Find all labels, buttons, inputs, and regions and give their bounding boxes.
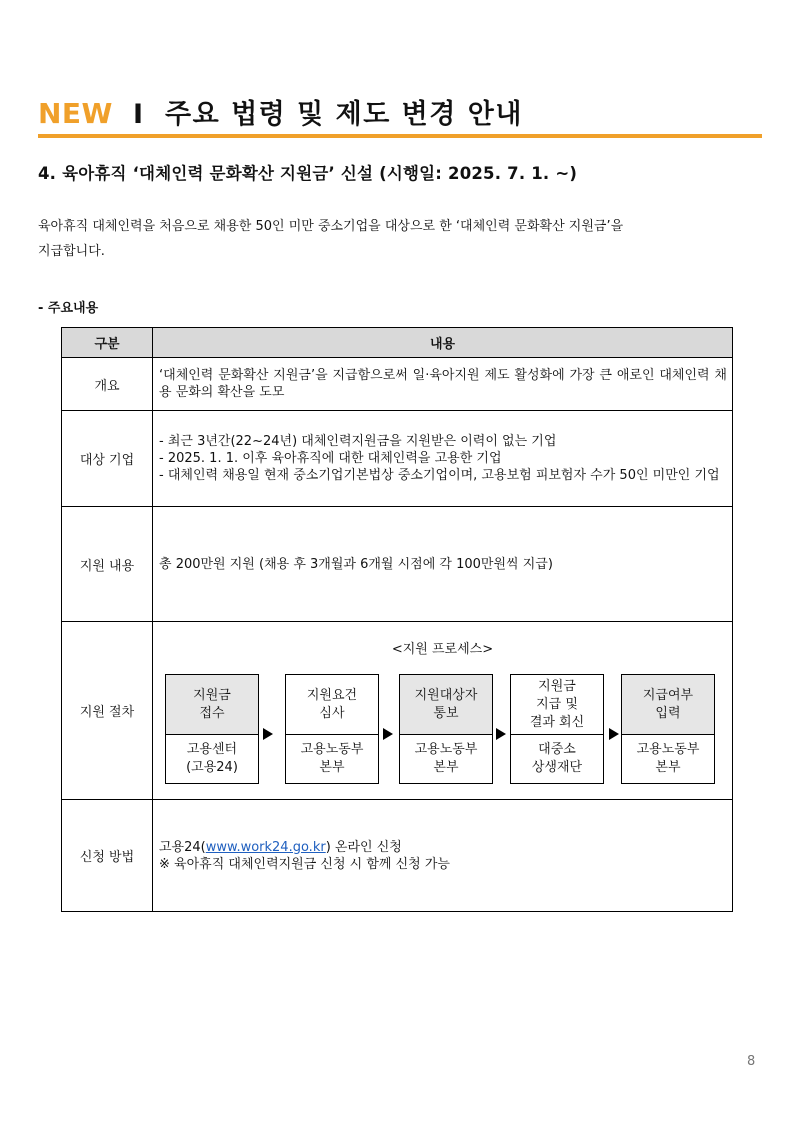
column-header-category: 구분	[62, 328, 153, 358]
header-separator: I	[132, 99, 143, 130]
row-content	[153, 411, 733, 507]
page-title: 주요 법령 및 제도 변경 안내	[165, 99, 523, 130]
table-row-overview	[62, 358, 733, 411]
arrow-right-icon	[383, 728, 393, 740]
row-content: 총 200만원 지원 (채용 후 3개월과 6개월 시점에 각 100만원씩 지급)	[153, 507, 733, 622]
header-rule	[38, 134, 762, 138]
apply-line	[159, 839, 727, 856]
table-row-procedure	[62, 622, 733, 800]
arrow-right-icon	[609, 728, 619, 740]
row-content	[153, 800, 733, 912]
table-row-target	[62, 411, 733, 507]
step-name: 지급여부 입력	[622, 675, 714, 735]
content-table	[61, 327, 733, 912]
list-item: - 2025. 1. 1. 이후 육아휴직에 대한 대체인력을 고용한 기업	[159, 451, 502, 466]
arrow-right-icon	[263, 728, 273, 740]
intro-line: 육아휴직 대체인력을 처음으로 채용한 50인 미만 중소기업을 대상으로 한 ‘대체인력 문화확산 지원금’을	[38, 219, 624, 234]
page-number: 8	[747, 1054, 756, 1069]
column-header-content: 내용	[153, 328, 733, 358]
process-title: <지원 프로세스>	[391, 642, 494, 657]
step-name: 지원금 접수	[166, 675, 258, 735]
list-item: - 최근 3년간(22~24년) 대체인력지원금을 지원받은 이력이 없는 기업	[159, 434, 557, 449]
step-org: 대중소 상생재단	[531, 742, 583, 775]
process-step	[399, 674, 493, 784]
row-label: 신청 방법	[62, 800, 153, 912]
step-org: 고용노동부 본부	[414, 742, 478, 775]
work24-link[interactable]: www.work24.go.kr	[205, 839, 326, 855]
step-org: 고용노동부 본부	[636, 742, 700, 775]
row-label: 개요	[62, 358, 153, 411]
process-diagram	[153, 622, 733, 800]
process-step	[510, 674, 604, 784]
list-item: - 대체인력 채용일 현재 중소기업기본법상 중소기업이며, 고용보험 피보험자 수가 50인 미만인 기업	[159, 468, 720, 483]
process-step	[165, 674, 259, 784]
step-name: 지원요건 심사	[286, 675, 378, 735]
row-label: 대상 기업	[62, 411, 153, 507]
table-header-row	[62, 328, 733, 358]
apply-note: ※ 육아휴직 대체인력지원금 신청 시 함께 신청 가능	[159, 856, 450, 872]
intro-paragraph	[38, 214, 738, 264]
page-header	[38, 92, 523, 131]
sub-heading: - 주요내용	[38, 301, 99, 316]
table-row-apply	[62, 800, 733, 912]
process-step	[621, 674, 715, 784]
table-row-support	[62, 507, 733, 622]
intro-line: 지급합니다.	[38, 244, 105, 259]
row-label: 지원 내용	[62, 507, 153, 622]
step-org: 고용노동부 본부	[300, 742, 364, 775]
process-step	[285, 674, 379, 784]
row-label: 지원 절차	[62, 622, 153, 800]
step-name: 지원대상자 통보	[400, 675, 492, 735]
row-content: ‘대체인력 문화확산 지원금’을 지급함으로써 일·육아지원 제도 활성화에 가장 큰 애로인 대체인력 채용 문화의 확산을 도모	[153, 358, 733, 411]
new-badge: NEW	[38, 97, 113, 130]
apply-prefix: 고용24(	[159, 839, 206, 855]
section-title: 4. 육아휴직 ‘대체인력 문화확산 지원금’ 신설 (시행일: 2025. 7. 1. ~)	[38, 164, 578, 183]
step-name: 지원금 지급 및 결과 회신	[511, 675, 603, 735]
apply-suffix: ) 온라인 신청	[325, 839, 402, 855]
step-org: 고용센터 (고용24)	[186, 742, 238, 775]
arrow-right-icon	[496, 728, 506, 740]
